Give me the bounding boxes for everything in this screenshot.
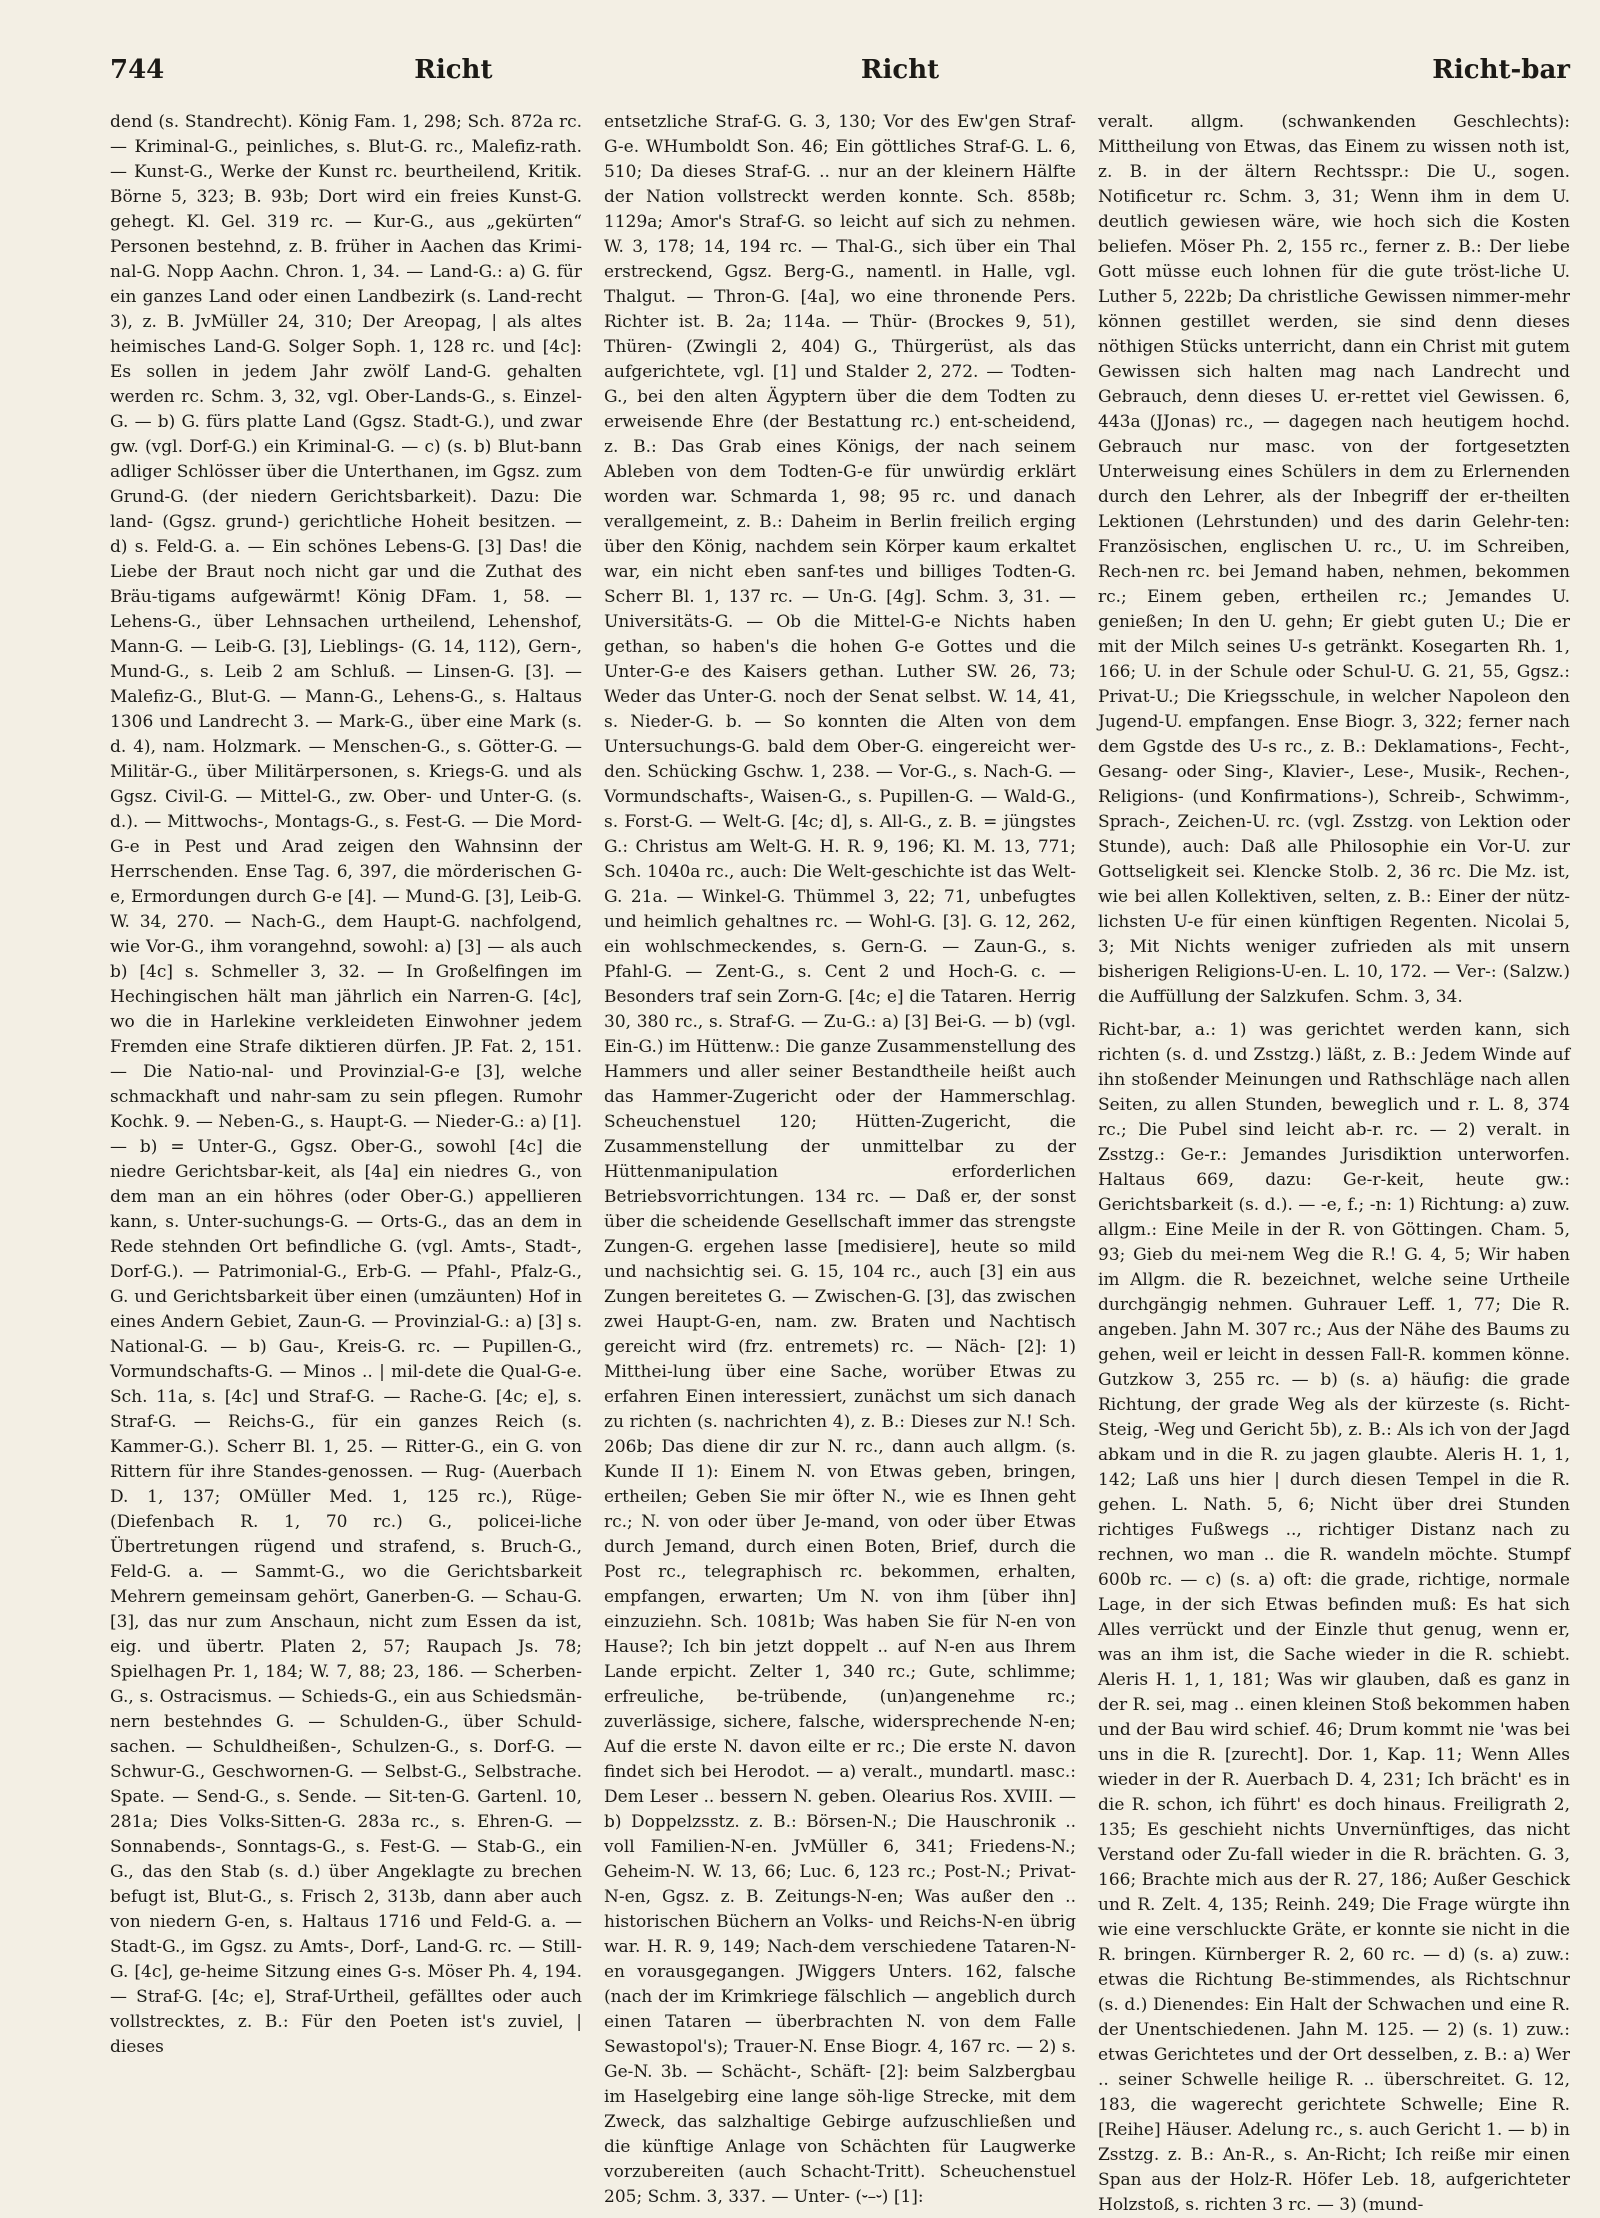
page-header	[110, 50, 1570, 90]
left-running-headword: Richt	[414, 55, 493, 85]
center-running-headword: Richt	[860, 55, 940, 85]
column-right	[1098, 110, 1570, 2215]
column-middle	[604, 110, 1076, 2207]
column-paragraph: entsetzliche Straf-G. G. 3, 130; Vor des Ew'gen Straf-G-e. WHumboldt Son. 46; Ein göttliches Straf-G. L. 6, 510; Da dieses Straf-G. .. nur an der kleinern Hälfte der Nation vollstreckt werden konnte. Sch. 858b; 1129a; Amor's Straf-G. so leicht auf sich zu nehmen. W. 3, 178; 14, 194 rc. — Thal-G., sich über ein Thal erstreckend, Ggsz. Berg-G., namentl. in Halle, vgl. Thalgut. — Thron-G. [4a], wo eine thronende Pers. Richter ist. B. 2a; 114a. — Thür- (Brockes 9, 51), Thüren- (Zwingli 2, 404) G., Thürgerüst, als das aufgerichtete, vgl. [1] und Stalder 2, 272. — Todten-G., bei den alten Ägyptern über die dem Todten zu erweisende Ehre (der Bestattung rc.) ent-scheidend, z. B.: Das Grab eines Königs, der nach seinem Ableben von dem Todten-G-e für unwürdig erklärt worden war. Schmarda 1, 98; 95 rc. und danach verallgemeint, z. B.: Daheim in Berlin freilich erging über den König, nachdem sein Körper kaum erkaltet war, ein nicht eben sanf-tes und billiges Todten-G. Scherr Bl. 1, 137 rc. — Un-G. [4g]. Schm. 3, 31. — Universitäts-G. — Ob die Mittel-G-e Nichts haben gethan, so haben's die hohen G-e Gottes und die Unter-G-e des Kaisers gethan. Luther SW. 26, 73; Weder das Unter-G. noch der Senat selbst. W. 14, 41, s. Nieder-G. b. — So konnten die Alten von dem Untersuchungs-G. bald dem Ober-G. eingereicht wer-den. Schücking Gschw. 1, 238. — Vor-G., s. Nach-G. — Vormundschafts-, Waisen-G., s. Pupillen-G. — Wald-G., s. Forst-G. — Welt-G. [4c; d], s. All-G., z. B. = jüngstes G.: Christus am Welt-G. H. R. 9, 196; Kl. M. 13, 771; Sch. 1040a rc., auch: Die Welt-geschichte ist das Welt-G. 21a. — Winkel-G. Thümmel 3, 22; 71, unbefugtes und heimlich gehaltnes rc. — Wohl-G. [3]. G. 12, 262, ein wohlschmeckendes, s. Gern-G. — Zaun-G., s. Pfahl-G. — Zent-G., s. Cent 2 und Hoch-G. c. — Besonders traf sein Zorn-G. [4c; e] die Tataren. Herrig 30, 380 rc., s. Straf-G. — Zu-G.: a) [3] Bei-G. — b) (vgl. Ein-G.) im Hüttenw.: Die ganze Zusammenstellung des Hammers und aller seiner Bestandtheile heißt auch das Hammer-Zugericht oder der Hammerschlag. Scheuchenstuel 120; Hütten-Zugericht, die Zusammenstellung der unmittelbar zu der Hüttenmanipulation erforderlichen Betriebsvorrichtungen. 134 rc. — Daß er, der sonst über die scheidende Gesellschaft immer das strengste Zungen-G. ergehen lasse [medisiere], heute so mild und nachsichtig sei. G. 15, 104 rc., auch [3] ein aus Zungen bereitetes G. — Zwischen-G. [3], das zwischen zwei Haupt-G-en, nam. zw. Braten und Nachtisch gereicht wird (frz. entremets) rc. — Näch- [2]: 1) Mitthei-lung über eine Sache, worüber Etwas zu erfahren Einen interessiert, zunächst um sich danach zu richten (s. nachrichten 4), z. B.: Dieses zur N.! Sch. 206b; Das diene dir zur N. rc., dann auch allgm. (s. Kunde II 1): Einem N. von Etwas geben, bringen, ertheilen; Geben Sie mir öfter N., wie es Ihnen geht rc.; N. von oder über Je-mand, von oder über Etwas durch Jemand, durch einen Boten, Brief, durch die Post rc., telegraphisch rc. bekommen, erhalten, empfangen, erwarten; Um N. von ihm [über ihn] einzuziehn. Sch. 1081b; Was haben Sie für N-en von Hause?; Ich bin jetzt doppelt .. auf N-en aus Ihrem Lande erpicht. Zelter 1, 340 rc.; Gute, schlimme; erfreuliche, be-trübende, (un)angenehme rc.; zuverlässige, sichere, falsche, widersprechende N-en; Auf die erste N. davon eilte er rc.; Die erste N. davon findet sich bei Herodot. — a) veralt., mundartl. masc.: Dem Leser .. bessern N. geben. Olearius Ros. XVIII. — b) Doppelzsstz. z. B.: Börsen-N.; Die Hauschronik .. voll Familien-N-en. JvMüller 6, 341; Friedens-N.; Geheim-N. W. 13, 66; Luc. 6, 123 rc.; Post-N.; Privat-N-en, Ggsz. z. B. Zeitungs-N-en; Was außer den .. historischen Büchern an Volks- und Reichs-N-en übrig war. H. R. 9, 149; Nach-dem verschiedene Tataren-N-en vorausgegangen. JWiggers Unters. 162, falsche (nach der im Krimkriege fälschlich — angeblich durch einen Tataren — überbrachten N. von dem Falle Sewastopol's); Trauer-N. Ense Biogr. 4, 167 rc. — 2) s. Ge-N. 3b. — Schächt-, Schäft- [2]: beim Salzbergbau im Haselgebirg eine lange söh-lige Strecke, mit dem Zweck, das salzhaltige Gebirge aufzuschließen und die künftige Anlage von Schächten für Laugwerke vorzubereiten (auch Schacht-Tritt). Scheuchenstuel 205; Schm. 3, 337. — Unter- (⏑–⏑) [1]:	[604, 112, 1076, 2207]
column-paragraph: Richt-bar, a.: 1) was gerichtet werden kann, sich richten (s. d. und Zsstzg.) läßt, z. B.: Jedem Winde auf ihn stoßender Meinungen und Rathschläge nach allen Seiten, zu allen Stunden, beweglich und r. L. 8, 374 rc.; Die Pubel sind leicht ab-r. rc. — 2) veralt. in Zsstzg.: Ge-r.: Jemandes Jurisdiktion unterworfen. Haltaus 669, dazu: Ge-r-keit, heute gw.: Gerichtsbarkeit (s. d.). — -e, f.; -n: 1) Richtung: a) zuw. allgm.: Eine Meile in der R. von Göttingen. Cham. 5, 93; Gieb du mei-nem Weg die R.! G. 4, 5; Wir haben im Allgm. die R. bezeichnet, welche seine Urtheile durchgängig nehmen. Guhrauer Leff. 1, 77; Die R. angeben. Jahn M. 307 rc.; Aus der Nähe des Baums zu gehen, weil er leicht in dessen Fall-R. kommen könne. Gutzkow 3, 255 rc. — b) (s. a) häufig: die grade Richtung, der grade Weg als der kürzeste (s. Richt-Steig, -Weg und Gericht 5b), z. B.: Als ich von der Jagd abkam und in die R. zu jagen glaubte. Aleris H. 1, 1, 142; Laß uns hier | durch diesen Tempel in die R. gehen. L. Nath. 5, 6; Nicht über drei Stunden richtiges Fußwegs .., richtiger Distanz nach zu rechnen, wo man .. die R. wandeln möchte. Stumpf 600b rc. — c) (s. a) oft: die grade, richtige, normale Lage, in der sich Etwas befinden muß: Es hat sich Alles verrückt und der Einzle thut genug, wenn er, was an ihm ist, die Sache wieder in die R. schiebt. Aleris H. 1, 1, 181; Was wir glauben, daß es ganz in der R. sei, mag .. einen kleinen Stoß bekommen haben und der Bau wird schief. 46; Drum kommt nie 'was bei uns in die R. [zurecht]. Dor. 1, Kap. 11; Wenn Alles wieder in der R. Auerbach D. 4, 231; Ich brächt' es in die R. schon, ich führt' es doch hinaus. Freiligrath 2, 135; Es geschieht nichts Unvernünftiges, das nicht Verstand oder Zu-fall wieder in die R. brächten. G. 3, 166; Brachte mich aus der R. 27, 186; Außer Geschick und R. Zelt. 4, 135; Reinh. 249; Die Frage würgte ihn wie eine verschluckte Gräte, er konnte sie nicht in die R. bringen. Kürnberger R. 2, 60 rc. — d) (s. a) zuw.: etwas die Richtung Be-stimmendes, als Richtschnur (s. d.) Dienendes: Ein Halt der Schwachen und eine R. der Unentschiedenen. Jahn M. 125. — 2) (s. 1) zuw.: etwas Gerichtetes und der Ort desselben, z. B.: a) Wer .. seiner Schwelle heilige R. .. überschreitet. G. 12, 183, die wagerecht gerichtete Schwelle; Eine R. [Reihe] Häuser. Adelung rc., s. auch Gericht 1. — b) in Zsstzg. z. B.: An-R., s. An-Richt; Ich reiße mir einen Span aus der Holz-R. Höfer Leb. 18, aufgerichteter Holzstoß, s. richten 3 rc. — 3) (mund-	[1098, 1020, 1570, 2215]
column-left	[110, 110, 582, 2057]
right-running-headword: Richt-bar	[1432, 55, 1571, 85]
column-paragraph: veralt. allgm. (schwankenden Geschlechts): Mittheilung von Etwas, das Einem zu wissen noth ist, z. B. in der ältern Rechtsspr.: Die U., sogen. Notificetur rc. Schm. 3, 31; Wenn ihm in dem U. deutlich gewiesen wäre, wie hoch sich die Kosten beliefen. Möser Ph. 2, 155 rc., ferner z. B.: Der liebe Gott müsse euch lohnen für die gute tröst-liche U. Luther 5, 222b; Da christliche Gewissen nimmer-mehr können gestillet werden, sie sind denn dieses nöthigen Stücks unterricht, dann ein Christ mit gutem Gewissen sich halten mag nach Landrecht und Gebrauch, denn dieses U. er-rettet viel Gewissen. 6, 443a (JJonas) rc., — dagegen nach heutigem hochd. Gebrauch nur masc. von der fortgesetzten Unterweisung eines Schülers in dem zu Erlernenden durch den Lehrer, als der Inbegriff der er-theilten Lektionen (Lehrstunden) und des darin Gelehr-ten: Französischen, englischen U. rc., U. im Schreiben, Rech-nen rc. bei Jemand haben, nehmen, bekommen rc.; Einem geben, ertheilen rc.; Jemandes U. genießen; In den U. gehn; Er giebt guten U.; Die er mit der Milch seines U-s getränkt. Kosegarten Rh. 1, 166; U. in der Schule oder Schul-U. G. 21, 55, Ggsz.: Privat-U.; Die Kriegsschule, in welcher Napoleon den Jugend-U. empfangen. Ense Biogr. 3, 322; ferner nach dem Ggstde des U-s rc., z. B.: Deklamations-, Fecht-, Gesang- oder Sing-, Klavier-, Lese-, Musik-, Rechen-, Religions- (und Konfirmations-), Schreib-, Schwimm-, Sprach-, Zeichen-U. rc. (vgl. Zsstzg. von Lektion oder Stunde), auch: Daß alle Philosophie ein Vor-U. zur Gottseligkeit sei. Klencke Stolb. 2, 36 rc. Die Mz. ist, wie bei allen Kollektiven, selten, z. B.: Einer der nütz-lichsten U-e für einen künftigen Regenten. Nicolai 5, 3; Mit Nichts weniger zufrieden als mit unsern bisherigen Religions-U-en. L. 10, 172. — Ver-: (Salzw.) die Auffüllung der Salzkufen. Schm. 3, 34.	[1098, 112, 1570, 1007]
column-paragraph: dend (s. Standrecht). König Fam. 1, 298; Sch. 872a rc. — Kriminal-G., peinliches, s. Blut-G. rc., Malefiz-rath. — Kunst-G., Werke der Kunst rc. beurtheilend, Kritik. Börne 5, 323; B. 93b; Dort wird ein freies Kunst-G. gehegt. Kl. Gel. 319 rc. — Kur-G., aus „gekürten“ Personen bestehnd, z. B. früher in Aachen das Krimi-nal-G. Nopp Aachn. Chron. 1, 34. — Land-G.: a) G. für ein ganzes Land oder einen Landbezirk (s. Land-recht 3), z. B. JvMüller 24, 310; Der Areopag, | als altes heimisches Land-G. Solger Soph. 1, 128 rc. und [4c]: Es sollen in jedem Jahr zwölf Land-G. gehalten werden rc. Schm. 3, 32, vgl. Ober-Lands-G., s. Einzel-G. — b) G. fürs platte Land (Ggsz. Stadt-G.), und zwar gw. (vgl. Dorf-G.) ein Kriminal-G. — c) (s. b) Blut-bann adliger Schlösser über die Unterthanen, im Ggsz. zum Grund-G. (der niedern Gerichtsbarkeit). Dazu: Die land- (Ggsz. grund-) gerichtliche Hoheit besitzen. — d) s. Feld-G. a. — Ein schönes Lebens-G. [3] Das! die Liebe der Braut noch nicht gar und die Zuthat des Bräu-tigams aufgewärmt! König DFam. 1, 58. — Lehens-G., über Lehnsachen urtheilend, Lehenshof, Mann-G. — Leib-G. [3], Lieblings- (G. 14, 112), Gern-, Mund-G., s. Leib 2 am Schluß. — Linsen-G. [3]. — Malefiz-G., Blut-G. — Mann-G., Lehens-G., s. Haltaus 1306 und Landrecht 3. — Mark-G., über eine Mark (s. d. 4), nam. Holzmark. — Menschen-G., s. Götter-G. — Militär-G., über Militärpersonen, s. Kriegs-G. und als Ggsz. Civil-G. — Mittel-G., zw. Ober- und Unter-G. (s. d.). — Mittwochs-, Montags-G., s. Fest-G. — Die Mord-G-e in Pest und Arad zeigen den Wahnsinn der Herrschenden. Ense Tag. 6, 397, die mörderischen G-e, Ermordungen durch G-e [4]. — Mund-G. [3], Leib-G. W. 34, 270. — Nach-G., dem Haupt-G. nachfolgend, wie Vor-G., ihm vorangehnd, sowohl: a) [3] — als auch b) [4c] s. Schmeller 3, 32. — In Großelfingen im Hechingischen hält man jährlich ein Narren-G. [4c], wo die in Harlekine verkleideten Einwohner jedem Fremden eine Strafe diktieren dürfen. JP. Fat. 2, 151. — Die Natio-nal- und Provinzial-G-e [3], welche schmackhaft und nahr-sam zu sein pflegen. Rumohr Kochk. 9. — Neben-G., s. Haupt-G. — Nieder-G.: a) [1]. — b) = Unter-G., Ggsz. Ober-G., sowohl [4c] die niedre Gerichtsbar-keit, als [4a] ein niedres G., von dem man an ein höhres (oder Ober-G.) appellieren kann, s. Unter-suchungs-G. — Orts-G., das an dem in Rede stehnden Ort befindliche G. (vgl. Amts-, Stadt-, Dorf-G.). — Patrimonial-G., Erb-G. — Pfahl-, Pfalz-G., G. und Gerichtsbarkeit über einen (umzäunten) Hof in eines Andern Gebiet, Zaun-G. — Provinzial-G.: a) [3] s. National-G. — b) Gau-, Kreis-G. rc. — Pupillen-G., Vormundschafts-G. — Minos .. | mil-dete die Qual-G-e. Sch. 11a, s. [4c] und Straf-G. — Rache-G. [4c; e], s. Straf-G. — Reichs-G., für ein ganzes Reich (s. Kammer-G.). Scherr Bl. 1, 25. — Ritter-G., ein G. von Rittern für ihre Standes-genossen. — Rug- (Auerbach D. 1, 137; OMüller Med. 1, 125 rc.), Rüge- (Diefenbach R. 1, 70 rc.) G., policei-liche Übertretungen rügend und strafend, s. Bruch-G., Feld-G. a. — Sammt-G., wo die Gerichtsbarkeit Mehrern gemeinsam gehört, Ganerben-G. — Schau-G. [3], das nur zum Anschaun, nicht zum Essen da ist, eig. und übertr. Platen 2, 57; Raupach Js. 78; Spielhagen Pr. 1, 184; W. 7, 88; 23, 186. — Scherben-G., s. Ostracismus. — Schieds-G., ein aus Schiedsmän-nern bestehndes G. — Schulden-G., über Schuld-sachen. — Schuldheißen-, Schulzen-G., s. Dorf-G. — Schwur-G., Geschwornen-G. — Selbst-G., Selbstrache. Spate. — Send-G., s. Sende. — Sit-ten-G. Gartenl. 10, 281a; Dies Volks-Sitten-G. 283a rc., s. Ehren-G. — Sonnabends-, Sonntags-G., s. Fest-G. — Stab-G., ein G., das den Stab (s. d.) über Angeklagte zu brechen befugt ist, Blut-G., s. Frisch 2, 313b, dann aber auch von niedern G-en, s. Haltaus 1716 und Feld-G. a. — Stadt-G., im Ggsz. zu Amts-, Dorf-, Land-G. rc. — Still-G. [4c], ge-heime Sitzung eines G-s. Möser Ph. 4, 194. — Straf-G. [4c; e], Straf-Urtheil, gefälltes oder auch vollstrecktes, z. B.: Für den Poeten ist's zuviel, | dieses	[110, 112, 582, 2057]
text-columns	[110, 110, 1570, 2215]
page-number: 744	[110, 55, 165, 85]
